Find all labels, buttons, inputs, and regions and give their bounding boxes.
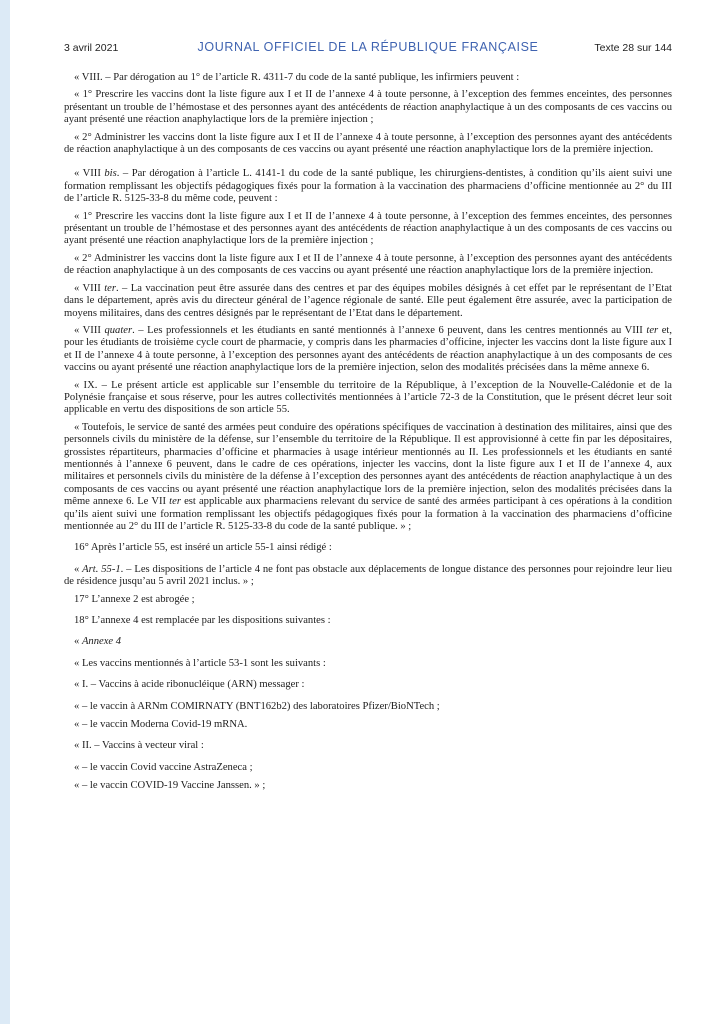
- paragraph-viii-bis-2: « 2° Administrer les vaccins dont la liste figure aux I et II de l’annexe 4 à toute personne, à l’exception des personnes ayant des antécédents de réaction anaphylactique à un des composants de ces vaccins ou ayant présenté une réaction anaphylactique lors de la première injection.: [64, 252, 672, 277]
- annexe-4-heading: « Annexe 4: [74, 636, 122, 648]
- paragraph-ix: « IX. – Le présent article est applicable sur l’ensemble du territoire de la République, à l’exception de la Nouvelle-Calédonie et de la Polynésie française et sous réserve, pour les autres collectivités mentionnées à l’article 72-3 de la Constitution, que le présent décret leur soit applicable en vertu des dispositions de son article 55.: [64, 379, 672, 416]
- annexe-4-intro: « Les vaccins mentionnés à l’article 53-1 sont les suivants :: [74, 657, 326, 669]
- paragraph-viii-quater: « VIII quater. – Les professionnels et les étudiants en santé mentionnés à l’annexe 6 peuvent, dans les centres mentionnés au VIII ter et, pour les étudiants de troisième cycle court de pharmacie, y compris dans les pharmacies d’officine, injecter les vaccins dont la liste figure aux I et II de l’annexe 4 à toute personne, à l’exception des personnes ayant des antécédents de réaction anaphylactique à un des composants de ces vaccins ou ayant présenté une réaction anaphylactique lors de la première injection, selon des modalités précisées dans la même annexe 6.: [64, 324, 673, 374]
- scan-edge-strip: [0, 0, 10, 1024]
- paragraph-toutefois: « Toutefois, le service de santé des armées peut conduire des opérations spécifiques de vaccination à destination des militaires, ainsi que des personnels civils du ministère de la défense, sur l’ensemble du territoire de la République. Il est approvisionné à cette fin par les dépositaires, grossistes répartiteurs, pharmacies d’officine et pharmacies à usage intérieur mentionnés au II. Les professionnels et les étudiants en santé mentionnés à l’annexe 6 peuvent, dans le cadre de ces opérations, injecter les vaccins, dont la liste figure aux I et II de l’annexe 4, aux militaires et personnels civils du ministère de la défense à l’exception des personnes ayant des antécédents de réaction anaphylactique à un des composants de ces vaccins ou ayant présenté une réaction anaphylactique lors de la première injection, selon des modalités précisées dans la même annexe 6. Le VII ter est applicable aux pharmaciens relevant du service de santé des armées participant à ces opérations à la condition qu’ils aient suivi une formation remplissant les objectifs pédagogiques fixés pour la formation à la vaccination des pharmaciens d’officine mentionnée au 2° du III de l’article R. 5125-33-8 du code de la santé publique. » ;: [64, 421, 673, 532]
- section-ii-vecteur: « II. – Vaccins à vecteur viral :: [74, 740, 204, 752]
- list-item: « – le vaccin COVID-19 Vaccine Janssen. » ;: [74, 780, 266, 792]
- paragraph-viii: « VIII. – Par dérogation au 1° de l’article R. 4311-7 du code de la santé publique, les infirmiers peuvent :: [74, 72, 520, 83]
- page-number: Texte 28 sur 144: [594, 42, 672, 54]
- paragraph-viii-bis: « VIII bis. – Par dérogation à l’article L. 4141-1 du code de la santé publique, les chirurgiens-dentistes, à condition qu’ils aient suivi une formation remplissant les objectifs pédagogiques fixés pour la formation à la vaccination des pharmaciens d’officine mentionnée au 2° du III de l’article R. 5125-33-8 du même code, peuvent :: [64, 168, 673, 205]
- paragraph-viii-ter: « VIII ter. – La vaccination peut être assurée dans des centres et par des équipes mobiles désignés à cet effet par le représentant de l’Etat dans le département, après avis du directeur général de l’agence régionale de santé. Elle peut également être assurée, avec la participation de moyens militaires, dans des centres désignés par le représentant de l’Etat dans le département.: [64, 282, 673, 319]
- paragraph-viii-2: « 2° Administrer les vaccins dont la liste figure aux I et II de l’annexe 4 à toute personne, à l’exception des personnes ayant des antécédents de réaction anaphylactique à un des composants de ces vaccins ou ayant présenté une réaction anaphylactique lors de la première injection.: [64, 131, 672, 156]
- paragraph-viii-1: « 1° Prescrire les vaccins dont la liste figure aux I et II de l’annexe 4 à toute personne, à l’exception des femmes enceintes, des personnes présentant un trouble de l’hémostase et des personnes ayant des antécédents de réaction anaphylactique à un des composants de ces vaccins ou ayant présenté une réaction anaphylactique lors de la première injection ;: [64, 89, 672, 126]
- list-item: « – le vaccin Moderna Covid-19 mRNA.: [74, 719, 248, 731]
- paragraph-viii-bis-1: « 1° Prescrire les vaccins dont la liste figure aux I et II de l’annexe 4 à toute personne, à l’exception des femmes enceintes, des personnes présentant un trouble de l’hémostase et des personnes ayant des antécédents de réaction anaphylactique à un des composants de ces vaccins ou ayant présenté une réaction anaphylactique lors de la première injection ;: [64, 210, 672, 247]
- list-item: « – le vaccin Covid vaccine AstraZeneca ;: [74, 761, 253, 773]
- document-body: [64, 72, 672, 799]
- list-item: « – le vaccin à ARNm COMIRNATY (BNT162b2) des laboratoires Pfizer/BioNTech ;: [74, 700, 440, 712]
- item-18: 18° L’annexe 4 est remplacée par les dispositions suivantes :: [74, 615, 331, 627]
- journal-title: JOURNAL OFFICIEL DE LA RÉPUBLIQUE FRANÇAISE: [197, 40, 539, 54]
- section-i-arn: « I. – Vaccins à acide ribonucléique (ARN) messager :: [74, 679, 305, 691]
- item-17: 17° L’annexe 2 est abrogée ;: [74, 593, 195, 605]
- item-16: 16° Après l’article 55, est inséré un article 55-1 ainsi rédigé :: [74, 542, 332, 554]
- article-55-1: « Art. 55-1. – Les dispositions de l’article 4 ne font pas obstacle aux déplacements de longue distance des personnes pour rejoindre leur lieu de résidence jusqu’au 5 avril 2021 inclus. » ;: [64, 563, 672, 588]
- page-header: [64, 40, 672, 56]
- header-date: 3 avril 2021: [64, 42, 119, 54]
